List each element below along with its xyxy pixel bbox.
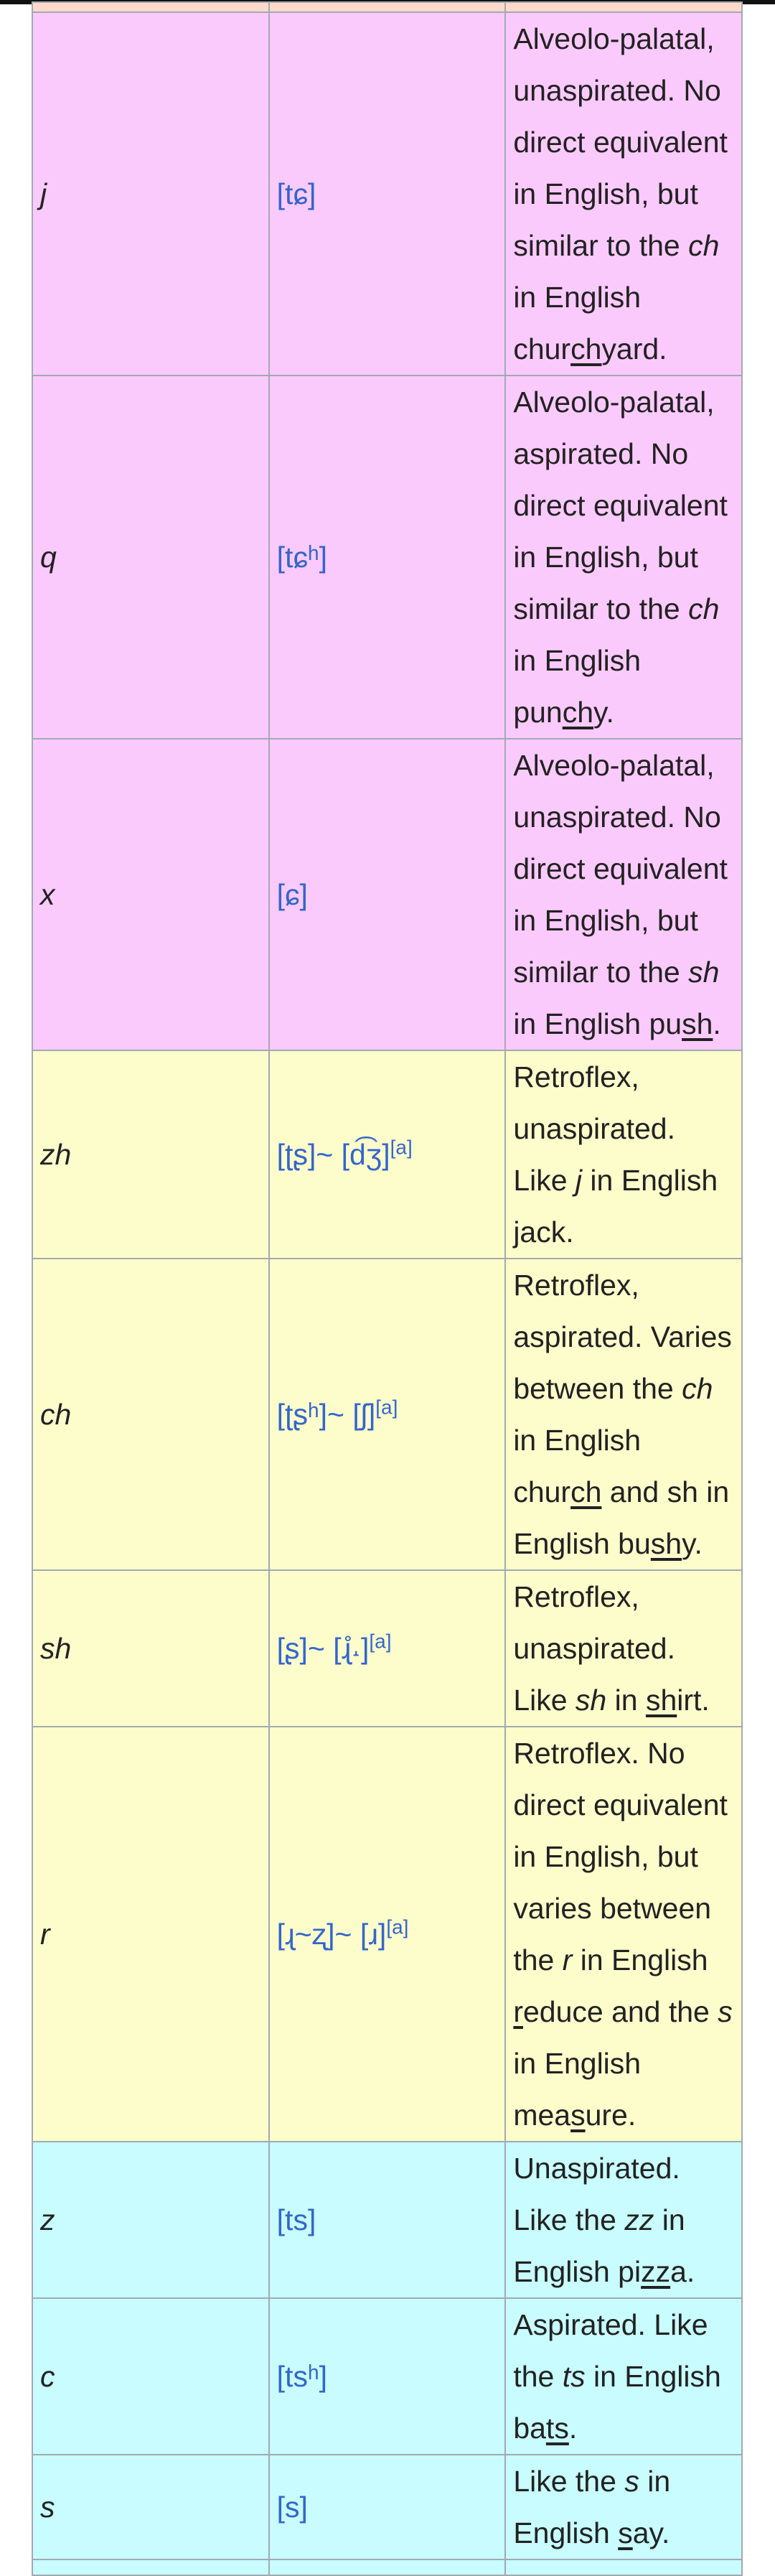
pronunciation-description [505, 2298, 742, 2455]
description-text: in [606, 1684, 646, 1717]
underlined-letters: zz [641, 2255, 671, 2288]
underlined-letters: ch [570, 332, 602, 365]
table-row [32, 1259, 742, 1570]
table-row [32, 2142, 742, 2298]
ipa-link[interactable] [269, 1050, 506, 1259]
ipa-value[interactable]: [ʈʂ]~ [d͡ʒ] [276, 1138, 390, 1171]
pinyin-letter: r [32, 1727, 269, 2142]
description-text: in English ba [513, 2360, 721, 2445]
table-row-cut-top [32, 2, 742, 12]
italic-term: s [624, 2465, 639, 2498]
description-text: in English pun [513, 644, 642, 729]
underlined-letters: sh [650, 1527, 682, 1560]
footnote-ref[interactable]: [a] [386, 1915, 409, 1938]
ipa-value[interactable]: [ɻ~ʐ]~ [ɹ] [276, 1918, 387, 1951]
description-text: and sh in English bu [513, 1475, 730, 1560]
ipa-link[interactable] [269, 2142, 506, 2298]
description-text: Retroflex, unaspirated. Like [513, 1580, 675, 1717]
pinyin-letter: ch [32, 1259, 269, 1570]
description-text: Alveolo-palatal, aspirated. No direct equivalent in English, but similar to the [513, 386, 728, 625]
table-row [32, 739, 742, 1050]
italic-term: ch [682, 1372, 713, 1405]
ipa-value[interactable]: [ts] [276, 2203, 316, 2236]
ipa-link[interactable] [269, 2298, 506, 2455]
ipa-link[interactable] [269, 739, 506, 1050]
description-text: Alveolo-palatal, unaspirated. No direct equivalent in English, but similar to the [513, 22, 728, 262]
italic-term: j [575, 1164, 583, 1197]
italic-term: ts [562, 2360, 586, 2393]
description-text: Unaspirated. Like the [513, 2152, 680, 2236]
ipa-value[interactable]: [ʂ]~ [ɻ̊˔] [276, 1632, 370, 1665]
underlined-letters: ts [545, 2412, 569, 2445]
description-text: a. [670, 2255, 695, 2288]
pronunciation-description [505, 1259, 742, 1570]
ipa-value[interactable]: [s] [276, 2491, 308, 2524]
description-text: ure. [585, 2099, 637, 2132]
description-text: Retroflex, aspirated. Varies between the [513, 1269, 732, 1405]
description-text: Retroflex, unaspirated. Like [513, 1060, 675, 1197]
pronunciation-description [505, 12, 742, 375]
table-row [32, 1050, 742, 1259]
pronunciation-description [505, 1727, 742, 2142]
ipa-value[interactable]: [ɕ] [276, 878, 308, 911]
pinyin-initials-table [32, 1, 743, 2576]
description-text: . [713, 1007, 721, 1040]
pinyin-letter: j [32, 12, 269, 375]
pinyin-letter: c [32, 2298, 269, 2455]
ipa-link[interactable] [269, 2455, 506, 2559]
pinyin-letter: zh [32, 1050, 269, 1259]
table-row-cut-bottom [32, 2559, 742, 2575]
description-text: y. [593, 696, 614, 729]
description-text: Like the [513, 2465, 625, 2498]
pinyin-letter: s [32, 2455, 269, 2559]
underlined-letters: ch [570, 1475, 602, 1508]
description-text: in English [513, 2465, 671, 2549]
ipa-link[interactable] [269, 375, 506, 739]
description-text: yard. [601, 332, 667, 365]
underlined-letters: ch [562, 696, 594, 729]
underlined-letters: sh [682, 1007, 713, 1040]
pronunciation-description [505, 375, 742, 739]
description-text: in English chur [513, 1424, 642, 1508]
description-text: Aspirated. Like the [513, 2308, 708, 2393]
italic-term: s [718, 1995, 733, 2028]
pinyin-letter: z [32, 2142, 269, 2298]
description-text: irt. [677, 1684, 710, 1717]
table-row [32, 2298, 742, 2455]
footnote-ref[interactable]: [a] [375, 1396, 398, 1419]
table-row [32, 12, 742, 375]
table-row [32, 375, 742, 739]
ipa-link[interactable] [269, 1570, 506, 1727]
pronunciation-description [505, 739, 742, 1050]
ipa-value[interactable]: [tsʰ] [276, 2360, 328, 2393]
ipa-value[interactable]: [ʈʂʰ]~ [ʃ] [276, 1398, 376, 1431]
pronunciation-description [505, 1050, 742, 1259]
ipa-link[interactable] [269, 12, 506, 375]
footnote-ref[interactable]: [a] [369, 1630, 392, 1653]
description-text: in English chur [513, 281, 642, 365]
pronunciation-description [505, 2455, 742, 2559]
pinyin-letter: sh [32, 1570, 269, 1727]
description-text: educe and the [522, 1995, 718, 2028]
table-row [32, 2455, 742, 2559]
underlined-letters: s [618, 2516, 633, 2549]
italic-term: ch [688, 229, 720, 262]
pronunciation-description [505, 2142, 742, 2298]
pronunciation-description [505, 1570, 742, 1727]
pinyin-letter: x [32, 739, 269, 1050]
footnote-ref[interactable]: [a] [390, 1136, 413, 1159]
italic-term: ch [688, 592, 720, 625]
description-text: ay. [632, 2516, 670, 2549]
ipa-value[interactable]: [tɕʰ] [276, 541, 328, 574]
description-text: in English mea [513, 2047, 642, 2132]
description-text: in English pi [513, 2203, 685, 2288]
description-text: Retroflex. No direct equivalent in English, but varies between the [513, 1737, 728, 1977]
description-text: y. [682, 1527, 703, 1560]
underlined-letters: s [570, 2099, 586, 2132]
italic-term: r [562, 1943, 573, 1977]
description-text: Alveolo-palatal, unaspirated. No direct equivalent in English, but similar to the [513, 749, 728, 989]
italic-term: sh [575, 1684, 607, 1717]
description-text: in English [572, 1943, 708, 1977]
ipa-value[interactable]: [tɕ] [276, 177, 316, 210]
ipa-link[interactable] [269, 1727, 506, 2142]
italic-term: sh [688, 956, 720, 989]
pinyin-letter: q [32, 375, 269, 739]
description-text: in English jack. [513, 1164, 718, 1249]
underlined-letters: r [513, 1995, 523, 2028]
description-text: in English pu [513, 1007, 682, 1040]
description-text: . [568, 2412, 578, 2445]
table-row [32, 1727, 742, 2142]
table-row [32, 1570, 742, 1727]
ipa-link[interactable] [269, 1259, 506, 1570]
underlined-letters: sh [645, 1684, 677, 1717]
italic-term: zz [624, 2203, 654, 2236]
